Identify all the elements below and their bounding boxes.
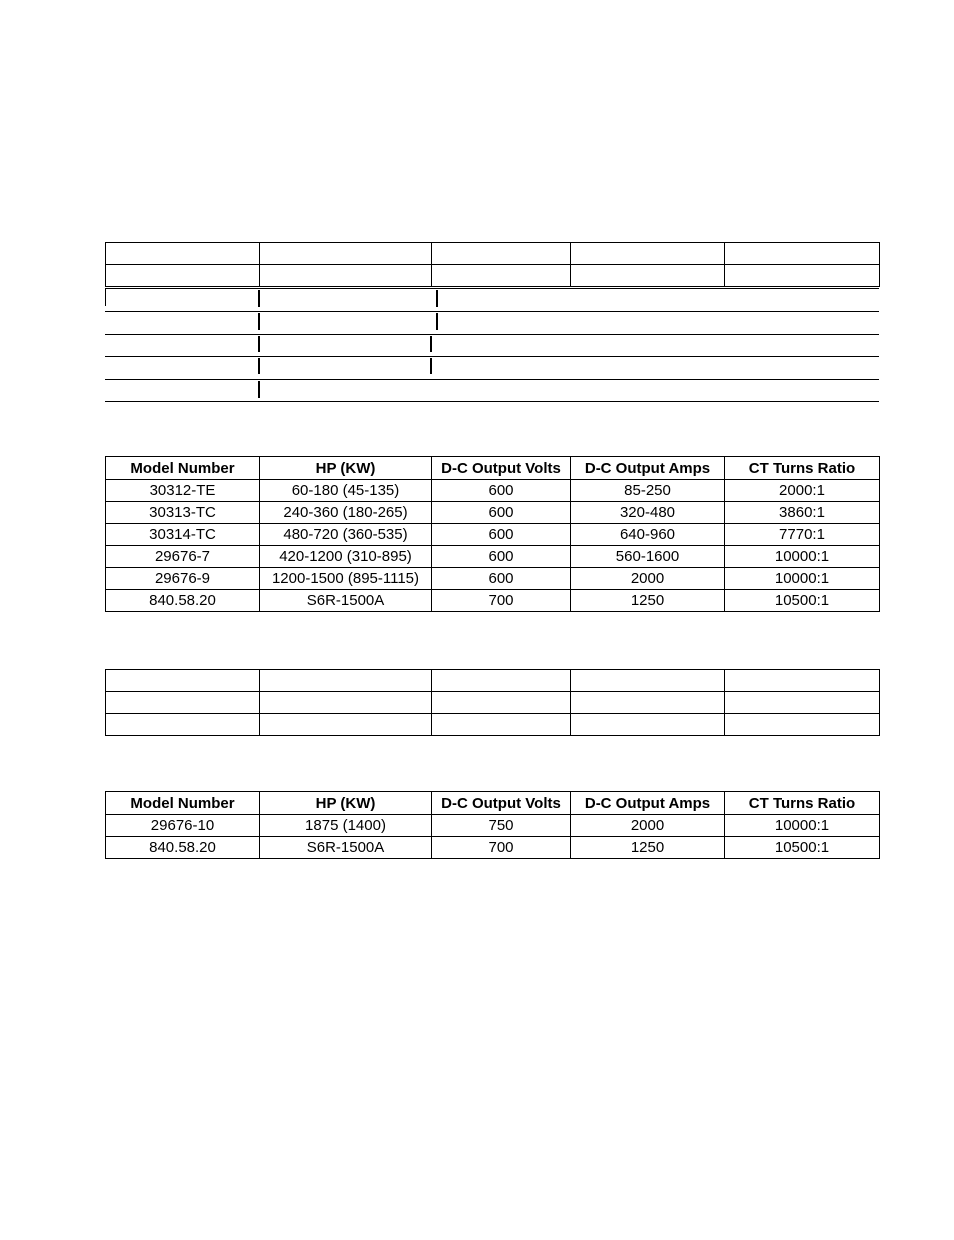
header-hp-kw: HP (KW) xyxy=(260,792,432,815)
cell-ct-ratio: 2000:1 xyxy=(725,480,880,502)
rule-line xyxy=(105,334,879,335)
divider-tick xyxy=(258,290,260,307)
rule-line xyxy=(105,401,879,402)
cell-dc-volts: 700 xyxy=(432,837,571,859)
divider-tick xyxy=(258,381,260,398)
header-ct-turns-ratio: CT Turns Ratio xyxy=(725,457,880,480)
cell-hp-kw: 1875 (1400) xyxy=(260,815,432,837)
cell-dc-amps: 640-960 xyxy=(571,524,725,546)
cell-dc-amps: 85-250 xyxy=(571,480,725,502)
header-ct-turns-ratio: CT Turns Ratio xyxy=(725,792,880,815)
cell-dc-amps: 320-480 xyxy=(571,502,725,524)
blank-row xyxy=(106,692,880,714)
cell-ct-ratio: 10000:1 xyxy=(725,546,880,568)
cell-dc-amps: 1250 xyxy=(571,590,725,612)
cell-ct-ratio: 10000:1 xyxy=(725,568,880,590)
blank-row xyxy=(106,670,880,692)
blank-grid-middle xyxy=(105,669,880,736)
cell-model-number: 30313-TC xyxy=(106,502,260,524)
cell-ct-ratio: 3860:1 xyxy=(725,502,880,524)
header-dc-output-volts: D-C Output Volts xyxy=(432,792,571,815)
cell-dc-amps: 560-1600 xyxy=(571,546,725,568)
blank-row xyxy=(106,265,880,287)
blank-row xyxy=(106,243,880,265)
cell-hp-kw: S6R-1500A xyxy=(260,590,432,612)
cell-ct-ratio: 10500:1 xyxy=(725,590,880,612)
cell-dc-volts: 750 xyxy=(432,815,571,837)
cell-dc-volts: 600 xyxy=(432,524,571,546)
divider-tick xyxy=(258,313,260,330)
table-row xyxy=(106,524,880,546)
cell-dc-volts: 600 xyxy=(432,546,571,568)
spec-table-2 xyxy=(105,791,880,859)
header-hp-kw: HP (KW) xyxy=(260,457,432,480)
cell-dc-amps: 2000 xyxy=(571,568,725,590)
rule-line xyxy=(105,356,879,357)
rule-line xyxy=(105,311,879,312)
cell-hp-kw: S6R-1500A xyxy=(260,837,432,859)
spec-table-1 xyxy=(105,456,880,612)
blank-row xyxy=(106,714,880,736)
header-model-number: Model Number xyxy=(106,792,260,815)
cell-dc-volts: 700 xyxy=(432,590,571,612)
rule-line xyxy=(105,288,879,289)
table-row xyxy=(106,590,880,612)
header-dc-output-volts: D-C Output Volts xyxy=(432,457,571,480)
cell-model-number: 840.58.20 xyxy=(106,837,260,859)
divider-tick xyxy=(258,358,260,374)
cell-dc-volts: 600 xyxy=(432,568,571,590)
divider-tick xyxy=(436,313,438,330)
cell-model-number: 30314-TC xyxy=(106,524,260,546)
cell-dc-volts: 600 xyxy=(432,502,571,524)
header-dc-output-amps: D-C Output Amps xyxy=(571,457,725,480)
cell-model-number: 29676-10 xyxy=(106,815,260,837)
header-model-number: Model Number xyxy=(106,457,260,480)
table-row xyxy=(106,568,880,590)
divider-tick xyxy=(430,336,432,352)
table-header-row xyxy=(106,792,880,815)
table-row xyxy=(106,837,880,859)
table-row xyxy=(106,546,880,568)
cell-model-number: 840.58.20 xyxy=(106,590,260,612)
cell-model-number: 29676-9 xyxy=(106,568,260,590)
cell-hp-kw: 1200-1500 (895-1115) xyxy=(260,568,432,590)
table-row xyxy=(106,502,880,524)
cell-hp-kw: 420-1200 (310-895) xyxy=(260,546,432,568)
cell-dc-volts: 600 xyxy=(432,480,571,502)
header-dc-output-amps: D-C Output Amps xyxy=(571,792,725,815)
divider-tick xyxy=(430,358,432,374)
cell-dc-amps: 2000 xyxy=(571,815,725,837)
table-header-row xyxy=(106,457,880,480)
divider-tick xyxy=(258,336,260,352)
cell-ct-ratio: 10500:1 xyxy=(725,837,880,859)
cell-dc-amps: 1250 xyxy=(571,837,725,859)
cell-hp-kw: 60-180 (45-135) xyxy=(260,480,432,502)
cell-hp-kw: 480-720 (360-535) xyxy=(260,524,432,546)
cell-model-number: 29676-7 xyxy=(106,546,260,568)
table-row xyxy=(106,815,880,837)
divider-tick xyxy=(105,289,106,306)
blank-grid-top xyxy=(105,242,880,287)
table-row xyxy=(106,480,880,502)
cell-ct-ratio: 7770:1 xyxy=(725,524,880,546)
cell-ct-ratio: 10000:1 xyxy=(725,815,880,837)
divider-tick xyxy=(436,290,438,307)
cell-model-number: 30312-TE xyxy=(106,480,260,502)
cell-hp-kw: 240-360 (180-265) xyxy=(260,502,432,524)
rule-line xyxy=(105,379,879,380)
